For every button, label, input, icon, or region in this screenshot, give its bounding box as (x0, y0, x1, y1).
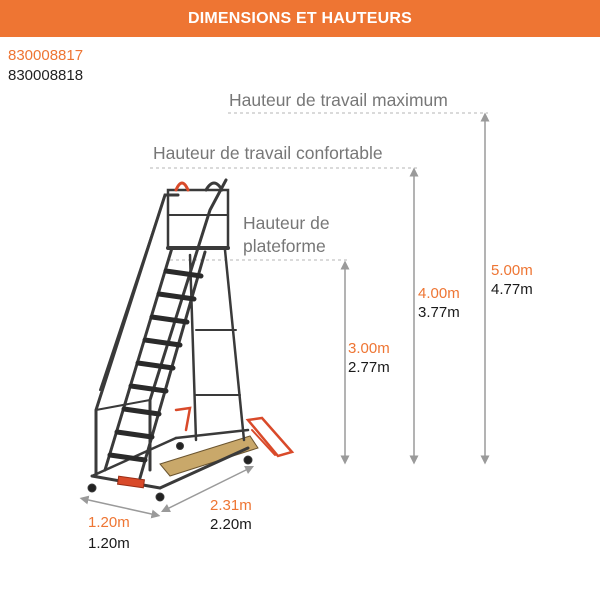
comfort-height-value-secondary: 3.77m (418, 304, 460, 321)
width-arrow (84, 499, 156, 515)
comfort-height-value-primary: 4.00m (418, 285, 460, 302)
product-code-primary: 830008817 (8, 47, 84, 64)
length-value-primary: 2.31m (210, 497, 252, 514)
length-value-secondary: 2.20m (210, 516, 252, 533)
comfort-working-height-label: Hauteur de travail confortable (153, 143, 383, 163)
platform-height-value-secondary: 2.77m (348, 359, 390, 376)
platform-height-label-line1: Hauteur de (243, 213, 330, 233)
width-value-primary: 1.20m (88, 514, 130, 531)
product-code-secondary: 830008818 (8, 67, 84, 84)
header-title: DIMENSIONS ET HAUTEURS (188, 9, 412, 27)
platform-height-value-primary: 3.00m (348, 340, 390, 357)
max-height-value-primary: 5.00m (491, 262, 533, 279)
width-value-secondary: 1.20m (88, 535, 130, 552)
max-working-height-label: Hauteur de travail maximum (229, 90, 448, 110)
platform-height-label-line2: plateforme (243, 236, 326, 256)
max-height-value-secondary: 4.77m (491, 281, 533, 298)
